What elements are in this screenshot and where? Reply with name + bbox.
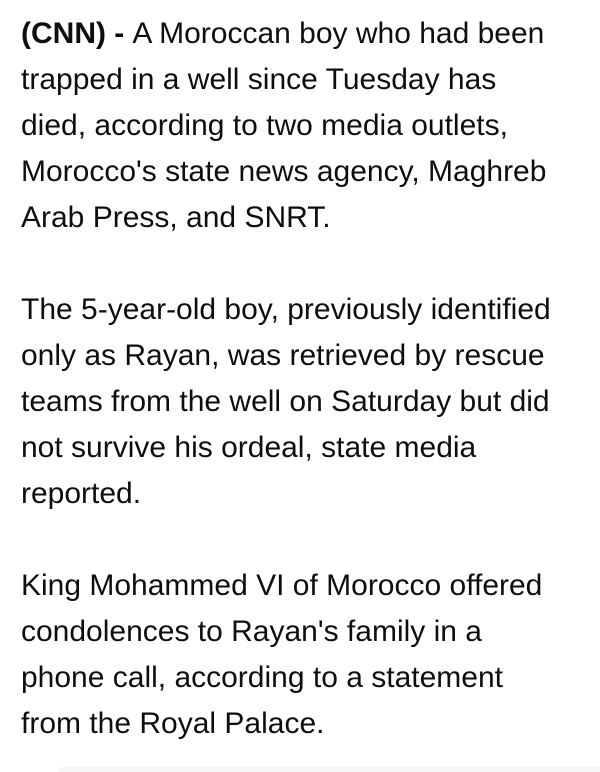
- text-line: phone call, according to a statement: [21, 661, 503, 694]
- text-line: Arab Press, and SNRT.: [21, 201, 331, 234]
- text-line: trapped in a well since Tuesday has: [21, 63, 497, 96]
- article-paragraph: [21, 563, 580, 747]
- text-line: condolences to Rayan's family in a: [21, 615, 482, 648]
- text-line: from the Royal Palace.: [21, 707, 325, 740]
- text-line: died, according to two media outlets,: [21, 109, 508, 142]
- text-line-content: A Moroccan boy who had been: [132, 17, 545, 50]
- text-line: reported.: [21, 477, 142, 510]
- cutoff-bottom-element: [58, 767, 600, 772]
- text-line: King Mohammed VI of Morocco offered: [21, 569, 543, 602]
- source-label: (CNN) -: [21, 17, 125, 50]
- text-line: [21, 11, 580, 57]
- article-paragraph: [21, 287, 580, 517]
- text-line: The 5-year-old boy, previously identified: [21, 293, 551, 326]
- article-paragraph: [21, 11, 580, 241]
- text-line: not survive his ordeal, state media: [21, 431, 477, 464]
- text-line: only as Rayan, was retrieved by rescue: [21, 339, 545, 372]
- text-line: Morocco's state news agency, Maghreb: [21, 155, 547, 188]
- text-line: teams from the well on Saturday but did: [21, 385, 550, 418]
